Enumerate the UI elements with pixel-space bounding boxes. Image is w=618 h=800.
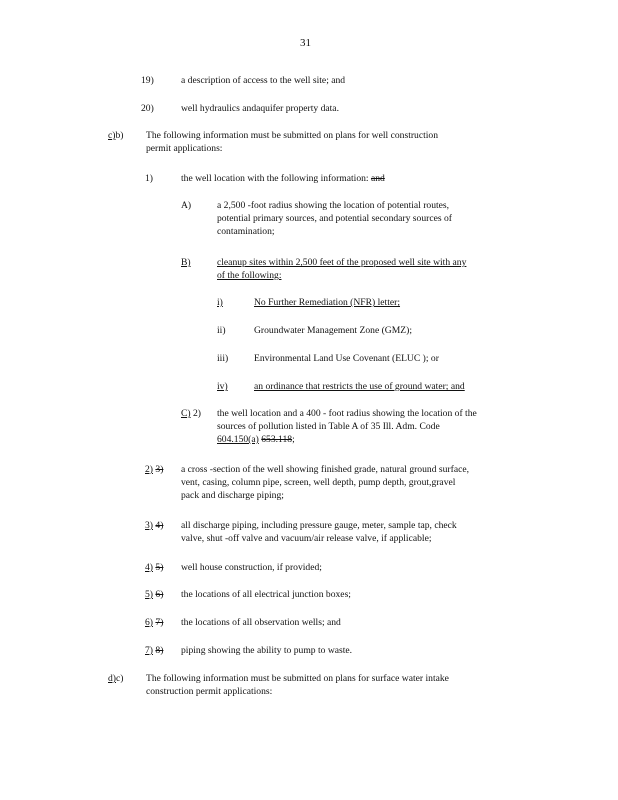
subitem-c-label-old: 2) bbox=[193, 408, 201, 419]
subitem-i-text: No Further Remediation (NFR) letter; bbox=[254, 297, 401, 308]
section-c-label bbox=[108, 129, 123, 142]
subitem-ii-text: Groundwater Management Zone (GMZ); bbox=[254, 325, 412, 336]
c-item-4-number bbox=[145, 561, 163, 574]
subitem-a-label: A) bbox=[181, 200, 192, 211]
c-item-4-number-old: 5) bbox=[155, 562, 164, 573]
c-item-1-struck: and bbox=[370, 173, 385, 184]
subitem-c-label bbox=[181, 407, 201, 420]
section-d-label-old: c) bbox=[116, 673, 124, 684]
c-item-4-text: well house construction, if provided; bbox=[181, 562, 322, 573]
item-20-number: 20) bbox=[141, 103, 154, 114]
section-c-line-2: permit applications: bbox=[146, 143, 223, 154]
subitem-iv-text: an ordinance that restricts the use of ground water; and bbox=[254, 381, 465, 392]
section-d-line-1: The following information must be submitted on plans for surface water intake bbox=[146, 673, 449, 684]
c-item-3-line-1: all discharge piping, including pressure gauge, meter, sample tap, check bbox=[181, 520, 457, 531]
c-item-3-number-new: 3) bbox=[145, 520, 153, 531]
subitem-ii-label: ii) bbox=[217, 325, 226, 336]
section-c-label-new: c) bbox=[108, 130, 116, 141]
c-item-3-line-2: valve, shut -off valve and vacuum/air release valve, if applicable; bbox=[181, 533, 432, 544]
c-item-6-number bbox=[145, 616, 163, 629]
c-item-5-text: the locations of all electrical junction boxes; bbox=[181, 589, 351, 600]
page-number: 31 bbox=[300, 37, 311, 49]
item-19-text: a description of access to the well site; and bbox=[181, 75, 346, 86]
subitem-c-line-3-end: ; bbox=[292, 434, 295, 445]
subitem-iii-label: iii) bbox=[217, 353, 229, 364]
subitem-b-line-1: cleanup sites within 2,500 feet of the proposed well site with any bbox=[217, 257, 467, 268]
subitem-c-line-1: the well location and a 400 - foot radius showing the location of the bbox=[217, 408, 477, 419]
c-item-1-text-main: the well location with the following information: bbox=[181, 173, 369, 184]
subitem-c-label-new: C) bbox=[181, 408, 191, 419]
c-item-1-text bbox=[181, 172, 385, 185]
c-item-5-number-old: 6) bbox=[155, 589, 164, 600]
subitem-iii-text: Environmental Land Use Covenant (ELUC ); or bbox=[254, 353, 439, 364]
c-item-3-number bbox=[145, 519, 163, 532]
subitem-c-line-2: sources of pollution listed in Table A of 35 Ill. Adm. Code bbox=[217, 421, 440, 432]
item-19-number: 19) bbox=[141, 75, 154, 86]
c-item-1-number: 1) bbox=[145, 173, 153, 184]
section-d-line-2: construction permit applications: bbox=[146, 686, 273, 697]
c-item-5-number-new: 5) bbox=[145, 589, 153, 600]
c-item-2-line-2: vent, casing, column pipe, screen, well depth, pump depth, grout,gravel bbox=[181, 477, 456, 488]
subitem-b-line-2: of the following: bbox=[217, 270, 282, 281]
section-c-line-1: The following information must be submitted on plans for well construction bbox=[146, 130, 439, 141]
c-item-6-number-new: 6) bbox=[145, 617, 153, 628]
c-item-7-number bbox=[145, 644, 163, 657]
subitem-c-line-3-struck: 653.118 bbox=[261, 434, 293, 445]
c-item-2-line-1: a cross -section of the well showing finished grade, natural ground surface, bbox=[181, 464, 469, 475]
section-c-label-old: b) bbox=[115, 130, 124, 141]
c-item-2-number-new: 2) bbox=[145, 464, 153, 475]
c-item-7-number-old: 8) bbox=[155, 645, 164, 656]
subitem-a-line-2: potential primary sources, and potential secondary sources of bbox=[217, 213, 452, 224]
c-item-7-number-new: 7) bbox=[145, 645, 153, 656]
subitem-a-line-1: a 2,500 -foot radius showing the location of potential routes, bbox=[217, 200, 450, 211]
subitem-b-label: B) bbox=[181, 257, 191, 268]
section-d-label bbox=[108, 672, 123, 685]
c-item-2-line-3: pack and discharge piping; bbox=[181, 490, 284, 501]
c-item-2-number bbox=[145, 463, 163, 476]
c-item-6-text: the locations of all observation wells; and bbox=[181, 617, 341, 628]
subitem-c-line-3 bbox=[217, 433, 295, 446]
item-20-text: well hydraulics andaquifer property data. bbox=[181, 103, 339, 114]
c-item-3-number-old: 4) bbox=[155, 520, 164, 531]
c-item-2-number-old: 3) bbox=[155, 464, 164, 475]
subitem-c-line-3-inserted: 604.150(a) bbox=[217, 434, 259, 445]
section-d-label-new: d) bbox=[108, 673, 116, 684]
subitem-i-label: i) bbox=[217, 297, 223, 308]
c-item-4-number-new: 4) bbox=[145, 562, 153, 573]
subitem-iv-label: iv) bbox=[217, 381, 228, 392]
subitem-a-line-3: contamination; bbox=[217, 226, 275, 237]
c-item-5-number bbox=[145, 588, 163, 601]
c-item-6-number-old: 7) bbox=[155, 617, 164, 628]
c-item-7-text: piping showing the ability to pump to waste. bbox=[181, 645, 353, 656]
